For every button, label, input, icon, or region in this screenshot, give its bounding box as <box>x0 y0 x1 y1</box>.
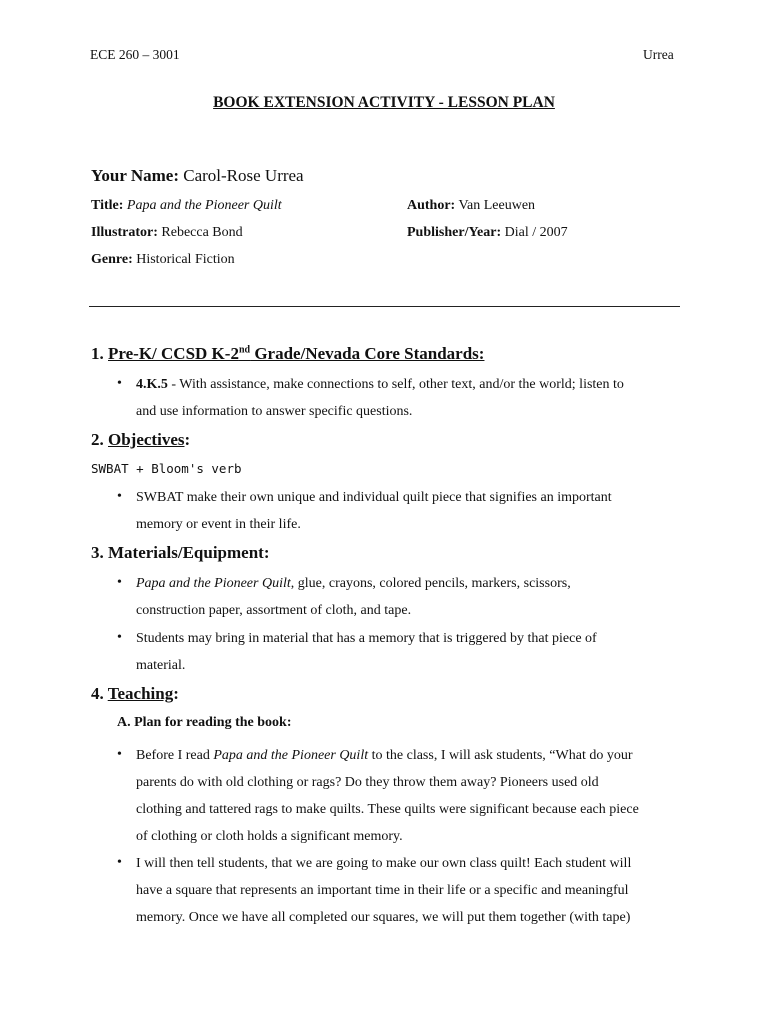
objective-line-1: SWBAT make their own unique and individual quilt piece that signifies an important <box>136 490 612 505</box>
section-2-heading <box>91 430 190 450</box>
illustrator-label: Illustrator: <box>91 225 158 240</box>
genre-label: Genre: <box>91 252 133 267</box>
subsection-a-heading: A. Plan for reading the book: <box>117 715 292 730</box>
teaching-1-line-4: of clothing or cloth holds a significant memory. <box>136 829 403 844</box>
section-1-heading <box>91 344 484 364</box>
objectives-note: SWBAT + Bloom's verb <box>91 461 242 476</box>
section-1-number: 1. <box>91 344 104 363</box>
standard-item <box>136 371 696 425</box>
header-left: ECE 260 – 3001 <box>90 47 180 62</box>
name-line <box>91 166 304 186</box>
section-1-title-sup: nd <box>238 344 251 356</box>
section-2-title: Objectives <box>108 430 185 449</box>
illustrator-field <box>91 225 243 241</box>
materials-2-line-2: material. <box>136 658 186 673</box>
materials-2-line-1: Students may bring in material that has a memory that is triggered by that piece of <box>136 631 597 646</box>
name-label: Your Name: <box>91 166 179 185</box>
title-value: Papa and the Pioneer Quilt <box>126 198 282 213</box>
name-value: Carol-Rose Urrea <box>183 166 304 185</box>
materials-item-1 <box>136 570 696 624</box>
document-title-text: BOOK EXTENSION ACTIVITY - LESSON PLAN <box>213 94 555 111</box>
bullet-icon: • <box>117 855 122 870</box>
bullet-icon: • <box>117 575 122 590</box>
divider <box>89 306 680 307</box>
teaching-item-2 <box>136 850 696 931</box>
bullet-icon: • <box>117 747 122 762</box>
section-4-colon: : <box>173 684 179 703</box>
teaching-2-line-1: I will then tell students, that we are going to make our own class quilt! Each student will <box>136 856 632 871</box>
teaching-1-line-2: parents do with old clothing or rags? Do they throw them away? Pioneers used old <box>136 775 599 790</box>
teaching-book-title: Papa and the Pioneer Quilt <box>213 748 369 763</box>
standard-line-1 <box>136 371 696 398</box>
materials-1-line-1 <box>136 570 696 597</box>
publisher-field <box>407 225 568 241</box>
teaching-1-post: to the class, I will ask students, “What do your <box>368 748 633 763</box>
publisher-value: Dial / 2007 <box>504 225 568 240</box>
teaching-1-line-1 <box>136 742 696 769</box>
teaching-1-line-3: clothing and tattered rags to make quilts. These quilts were significant because each piece <box>136 802 639 817</box>
genre-field <box>91 252 235 268</box>
section-1-title-b: Grade/Nevada Core Standards: <box>250 344 485 363</box>
section-4-number: 4. <box>91 684 108 703</box>
title-label: Title: <box>91 198 124 213</box>
standard-text: - With assistance, make connections to self, other text, and/or the world; listen to <box>167 377 624 392</box>
section-2-colon: : <box>184 430 191 449</box>
teaching-2-line-3: memory. Once we have all completed our squares, we will put them together (with tape) <box>136 910 631 925</box>
teaching-item-1 <box>136 742 696 850</box>
section-3-title: Materials/Equipment: <box>108 543 270 562</box>
standard-line-2: and use information to answer specific questions. <box>136 404 413 419</box>
objective-item <box>136 484 696 538</box>
header-right: Urrea <box>643 47 674 62</box>
section-3-number: 3. <box>91 543 104 562</box>
author-label: Author: <box>407 198 456 213</box>
genre-value: Historical Fiction <box>136 252 235 267</box>
teaching-1-pre: Before I read <box>136 748 214 763</box>
author-value: Van Leeuwen <box>458 198 536 213</box>
bullet-icon: • <box>117 630 122 645</box>
section-1-title-a: Pre-K/ CCSD K-2 <box>108 344 239 363</box>
section-4-title: Teaching <box>107 684 174 703</box>
illustrator-value: Rebecca Bond <box>161 225 243 240</box>
materials-1-rest: , glue, crayons, colored pencils, markers, scissors, <box>290 576 571 591</box>
teaching-2-line-2: have a square that represents an important time in their life or a specific and meaningful <box>136 883 629 898</box>
document-title <box>0 94 768 112</box>
standard-code: 4.K.5 <box>136 377 168 392</box>
materials-book-title: Papa and the Pioneer Quilt <box>136 576 291 591</box>
objective-line-2: memory or event in their life. <box>136 517 301 532</box>
bullet-icon: • <box>117 376 122 391</box>
section-3-heading <box>91 543 270 563</box>
title-field <box>91 198 282 214</box>
author-field <box>407 198 535 214</box>
materials-item-2 <box>136 625 696 679</box>
bullet-icon: • <box>117 489 122 504</box>
materials-1-line-2: construction paper, assortment of cloth, and tape. <box>136 603 412 618</box>
section-1-title <box>108 344 484 363</box>
publisher-label: Publisher/Year: <box>407 225 502 240</box>
section-2-number: 2. <box>91 430 108 449</box>
section-4-heading <box>91 684 179 704</box>
